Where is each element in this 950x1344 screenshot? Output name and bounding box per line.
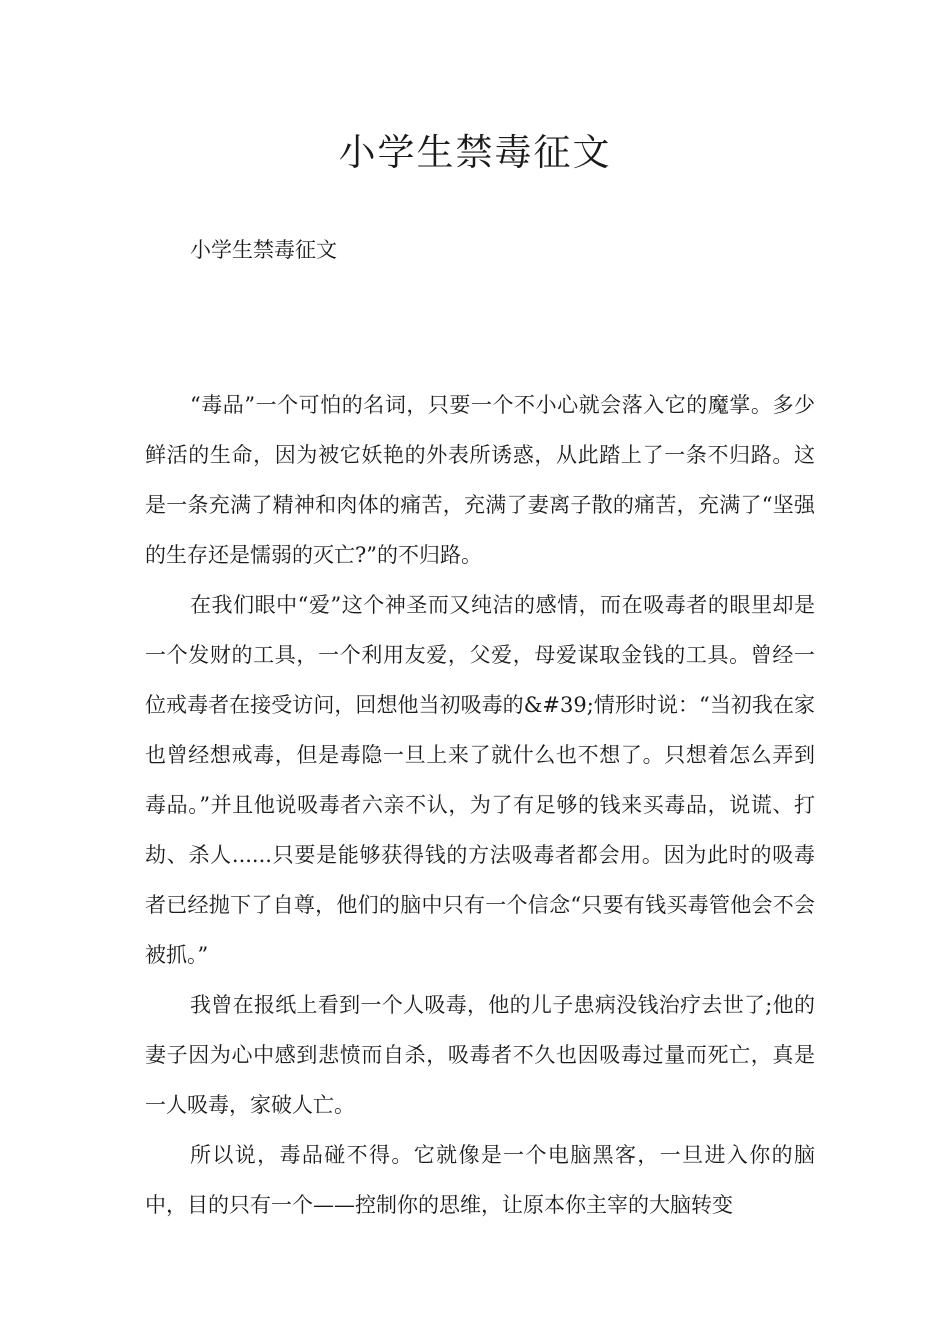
page-title: 小学生禁毒征文	[338, 131, 612, 174]
paragraph-1: “毒品”一个可怕的名词，只要一个不小心就会落入它的魔掌。多少鲜活的生命，因为被它妖艳的外表所诱惑，从此踏上了一条不归路。这是一条充满了精神和肉体的痛苦，充满了妻离子散的痛苦，充满了“坚强的生存还是懦弱的灭亡?”的不归路。	[145, 393, 815, 567]
paragraph-4: 所以说，毒品碰不得。它就像是一个电脑黑客，一旦进入你的脑中，目的只有一个——控制你的思维，让原本你主宰的大脑转变	[145, 1143, 815, 1217]
paragraph-3: 我曾在报纸上看到一个人吸毒，他的儿子患病没钱治疗去世了;他的妻子因为心中感到悲愤而自杀，吸毒者不久也因吸毒过量而死亡，真是一人吸毒，家破人亡。	[145, 993, 815, 1117]
document-body	[145, 380, 815, 1230]
paragraph-2: 在我们眼中“爱”这个神圣而又纯洁的感情，而在吸毒者的眼里却是一个发财的工具，一个利用友爱，父爱，母爱谋取金钱的工具。曾经一位戒毒者在接受访问，回想他当初吸毒的&#39;情形时说：“当初我在家也曾经想戒毒，但是毒隐一旦上来了就什么也不想了。只想着怎么弄到毒品。”并且他说吸毒者六亲不认，为了有足够的钱来买毒品，说谎、打劫、杀人......只要是能够获得钱的方法吸毒者都会用。因为此时的吸毒者已经抛下了自尊，他们的脑中只有一个信念“只要有钱买毒管他会不会被抓。”	[145, 593, 815, 967]
document-subtitle: 小学生禁毒征文	[190, 238, 337, 262]
